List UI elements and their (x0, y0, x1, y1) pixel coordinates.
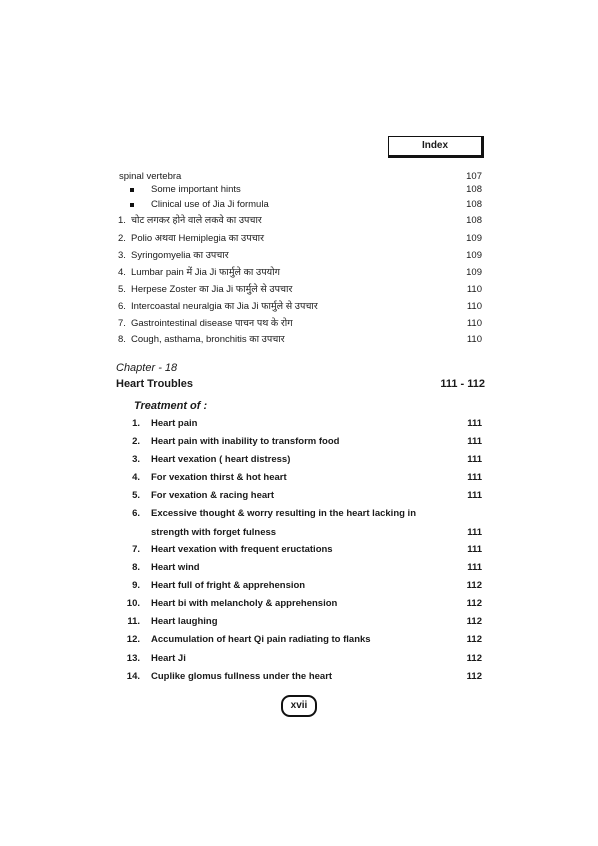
entry-page: 111 (467, 418, 482, 429)
chapter-label: Chapter - 18 (116, 362, 178, 374)
index-entry (0, 265, 598, 281)
entry-number: 4. (132, 472, 140, 483)
entry-text: Lumbar pain में Jia Ji फार्मुले का उपयोग (131, 267, 280, 278)
entry-text: Heart vexation ( heart distress) (151, 454, 291, 465)
entry-number: 4. (118, 267, 126, 278)
entry-number: 12. (126, 634, 140, 645)
entry-number: 7. (132, 544, 140, 555)
entry-number: 3. (132, 454, 140, 465)
bullet-icon (130, 188, 134, 192)
treatment-entry (0, 415, 598, 433)
entry-number: 5. (132, 490, 140, 501)
entry-number: 6. (132, 508, 140, 519)
entry-number: 1. (118, 215, 126, 226)
entry-page: 110 (466, 301, 482, 312)
entry-number: 13. (126, 653, 140, 664)
entry-text: चोट लगकर होने वाले लकवे का उपचार (131, 215, 262, 226)
treatment-entry (0, 650, 598, 668)
entry-text: Excessive thought & worry resulting in the heart lacking in (151, 508, 417, 519)
index-entry (0, 197, 598, 213)
entry-number: 3. (118, 250, 126, 261)
entry-page: 111 (467, 472, 482, 483)
entry-page: 112 (466, 580, 482, 591)
entry-text: Cuplike glomus fullness under the heart (151, 671, 333, 682)
entry-page: 112 (466, 598, 482, 609)
treatment-entry (0, 577, 598, 595)
entry-page: 112 (466, 634, 482, 645)
index-entry (0, 248, 598, 264)
entry-page: 110 (466, 284, 482, 295)
entry-page: 111 (467, 527, 482, 538)
entry-number: 14. (126, 671, 140, 682)
entry-text: Some important hints (151, 184, 241, 195)
entry-number: 2. (118, 233, 126, 244)
entry-number: 9. (132, 580, 140, 591)
index-entry (0, 316, 598, 332)
treatment-entry (0, 631, 598, 649)
entry-page: 110 (466, 318, 482, 329)
index-entry (0, 231, 598, 247)
entry-text: Heart wind (151, 562, 200, 573)
entry-page: 108 (466, 184, 482, 195)
entry-number: 6. (118, 301, 126, 312)
entry-number: 11. (127, 616, 140, 627)
treatment-entry (0, 505, 598, 523)
entry-text: Heart pain with inability to transform food (151, 436, 340, 447)
entry-text: strength with forget fulness (151, 527, 277, 538)
entry-page: 108 (466, 215, 482, 226)
entry-number: 10. (126, 598, 140, 609)
index-entry (0, 182, 598, 198)
treatment-entry (0, 433, 598, 451)
entry-number: 1. (132, 418, 140, 429)
entry-page: 109 (466, 250, 482, 261)
entry-text: Polio अथवा Hemiplegia का उपचार (131, 233, 265, 244)
bullet-icon (130, 203, 134, 207)
treatment-entry-continued (0, 524, 598, 542)
entry-text: Heart vexation with frequent eructations (151, 544, 333, 555)
entry-page: 107 (466, 171, 482, 182)
entry-number: 5. (118, 284, 126, 295)
entry-text: Heart Ji (151, 653, 186, 664)
entry-page: 112 (466, 616, 482, 627)
treatment-entry (0, 613, 598, 631)
entry-text: Heart bi with melancholy & apprehension (151, 598, 338, 609)
treatment-entry (0, 559, 598, 577)
index-header-box: Index (388, 136, 484, 158)
treatment-entry (0, 487, 598, 505)
treatment-subheading: Treatment of : (134, 400, 208, 412)
index-entry (0, 299, 598, 315)
entry-number: 2. (132, 436, 140, 447)
entry-text: Heart full of fright & apprehension (151, 580, 306, 591)
entry-text: Heart laughing (151, 616, 218, 627)
entry-number: 8. (132, 562, 140, 573)
entry-text: Accumulation of heart Qi pain radiating to flanks (151, 634, 371, 645)
entry-page: 112 (466, 671, 482, 682)
entry-page: 111 (467, 454, 482, 465)
entry-page: 109 (466, 267, 482, 278)
entry-text: Intercoastal neuralgia का Jia Ji फार्मुले से उपचार (131, 301, 318, 312)
page-number-badge: xvii (281, 695, 317, 717)
entry-text: spinal vertebra (119, 171, 182, 182)
chapter-page-range: 111 - 112 (440, 378, 485, 390)
entry-number: 8. (118, 334, 126, 345)
treatment-entry (0, 451, 598, 469)
entry-page: 112 (466, 653, 482, 664)
entry-text: Cough, asthama, bronchitis का उपचार (131, 334, 285, 345)
index-entry (0, 213, 598, 229)
entry-text: For vexation thirst & hot heart (151, 472, 287, 483)
entry-page: 111 (467, 490, 482, 501)
treatment-entry (0, 668, 598, 686)
entry-page: 111 (467, 562, 482, 573)
entry-page: 110 (466, 334, 482, 345)
entry-text: Gastrointestinal disease पाचन पथ के रोग (131, 318, 293, 329)
treatment-entry (0, 541, 598, 559)
entry-text: Clinical use of Jia Ji formula (151, 199, 269, 210)
entry-text: Heart pain (151, 418, 198, 429)
entry-text: Syringomyelia का उपचार (131, 250, 229, 261)
chapter-title: Heart Troubles (116, 378, 194, 390)
index-entry (0, 332, 598, 348)
treatment-entry (0, 469, 598, 487)
entry-text: For vexation & racing heart (151, 490, 275, 501)
entry-page: 111 (467, 544, 482, 555)
entry-text: Herpese Zoster का Jia Ji फार्मुले से उपचार (131, 284, 293, 295)
entry-page: 111 (467, 436, 482, 447)
index-entry (0, 282, 598, 298)
entry-page: 109 (466, 233, 482, 244)
entry-number: 7. (118, 318, 126, 329)
entry-page: 108 (466, 199, 482, 210)
treatment-entry (0, 595, 598, 613)
